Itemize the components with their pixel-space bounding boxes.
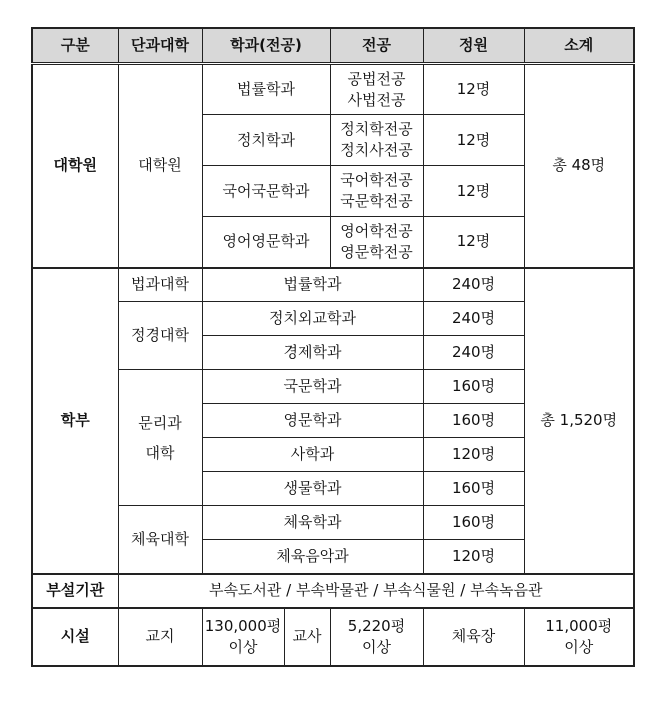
header-category: 구분	[32, 28, 118, 64]
grad-dept-cell: 법률학과	[202, 64, 330, 115]
grad-major-line: 정치사전공	[340, 141, 413, 159]
affiliated-category-cell: 부설기관	[32, 574, 118, 608]
undergrad-quota-cell: 240명	[423, 268, 524, 302]
grad-major-line: 정치학전공	[340, 120, 413, 138]
campus-value-cell	[202, 608, 284, 666]
table-row	[32, 574, 634, 608]
grad-major-line: 공법전공	[347, 69, 406, 88]
school-overview-table	[31, 27, 635, 667]
college-name-line: 문리과	[138, 413, 182, 432]
grad-dept-cell: 정치학과	[202, 115, 330, 166]
grad-major-line: 국문학전공	[340, 192, 413, 210]
gym-value-line: 이상	[564, 637, 594, 656]
campus-value-line: 이상	[228, 637, 258, 656]
header-subtotal: 소계	[524, 28, 634, 64]
undergrad-quota-cell: 240명	[423, 336, 524, 370]
undergrad-quota-cell: 120명	[423, 540, 524, 574]
undergrad-dept-cell: 체육음악과	[202, 540, 423, 574]
undergrad-category-cell: 학부	[32, 268, 118, 574]
header-row	[32, 28, 634, 64]
undergrad-college-cell: 정경대학	[118, 302, 202, 370]
undergrad-dept-cell: 국문학과	[202, 370, 423, 404]
undergrad-dept-cell: 체육학과	[202, 506, 423, 540]
undergrad-dept-cell: 사학과	[202, 438, 423, 472]
undergrad-dept-cell: 생물학과	[202, 472, 423, 506]
grad-quota-cell: 12명	[423, 64, 524, 115]
table-row	[32, 608, 634, 666]
undergrad-dept-cell: 정치외교학과	[202, 302, 423, 336]
building-value-cell	[330, 608, 423, 666]
gym-value-cell	[524, 608, 634, 666]
building-label-cell: 교사	[284, 608, 330, 666]
grad-dept-cell: 영어영문학과	[202, 217, 330, 268]
campus-label-cell: 교지	[118, 608, 202, 666]
grad-major-cell	[330, 115, 423, 166]
grad-quota-cell: 12명	[423, 115, 524, 166]
grad-dept-cell: 국어국문학과	[202, 166, 330, 217]
undergrad-quota-cell: 160명	[423, 404, 524, 438]
undergrad-college-cell: 체육대학	[118, 506, 202, 574]
building-value-line: 이상	[362, 637, 391, 656]
grad-major-line: 사법전공	[347, 90, 406, 109]
undergrad-college-cell: 법과대학	[118, 268, 202, 302]
header-major: 전공	[330, 28, 423, 64]
campus-value-line: 130,000평	[204, 616, 282, 635]
grad-major-cell	[330, 217, 423, 268]
table-row	[32, 268, 634, 302]
undergrad-college-cell	[118, 370, 202, 506]
undergrad-quota-cell: 120명	[423, 438, 524, 472]
undergrad-dept-cell: 법률학과	[202, 268, 423, 302]
undergrad-quota-cell: 240명	[423, 302, 524, 336]
table-row	[32, 64, 634, 115]
undergrad-subtotal-cell: 총 1,520명	[524, 268, 634, 574]
grad-major-line: 영문학전공	[340, 242, 413, 261]
grad-major-cell	[330, 64, 423, 115]
gym-label-cell: 체육장	[423, 608, 524, 666]
grad-quota-cell: 12명	[423, 166, 524, 217]
gym-value-line: 11,000평	[545, 616, 613, 635]
school-overview-table-wrapper	[31, 27, 635, 667]
undergrad-quota-cell: 160명	[423, 506, 524, 540]
undergrad-dept-cell: 경제학과	[202, 336, 423, 370]
header-quota: 정원	[423, 28, 524, 64]
undergrad-quota-cell: 160명	[423, 370, 524, 404]
grad-subtotal-cell: 총 48명	[524, 64, 634, 268]
grad-major-line: 영어학전공	[340, 221, 413, 240]
grad-college-cell: 대학원	[118, 64, 202, 268]
grad-major-line: 국어학전공	[340, 171, 413, 189]
undergrad-dept-cell: 영문학과	[202, 404, 423, 438]
grad-category-cell: 대학원	[32, 64, 118, 268]
college-name-line: 대학	[145, 443, 175, 462]
affiliated-content-cell: 부속도서관 / 부속박물관 / 부속식물원 / 부속녹음관	[118, 574, 634, 608]
header-department: 학과(전공)	[202, 28, 330, 64]
grad-major-cell	[330, 166, 423, 217]
grad-quota-cell: 12명	[423, 217, 524, 268]
facilities-category-cell: 시설	[32, 608, 118, 666]
undergrad-quota-cell: 160명	[423, 472, 524, 506]
header-college: 단과대학	[118, 28, 202, 64]
building-value-line: 5,220평	[347, 616, 406, 635]
